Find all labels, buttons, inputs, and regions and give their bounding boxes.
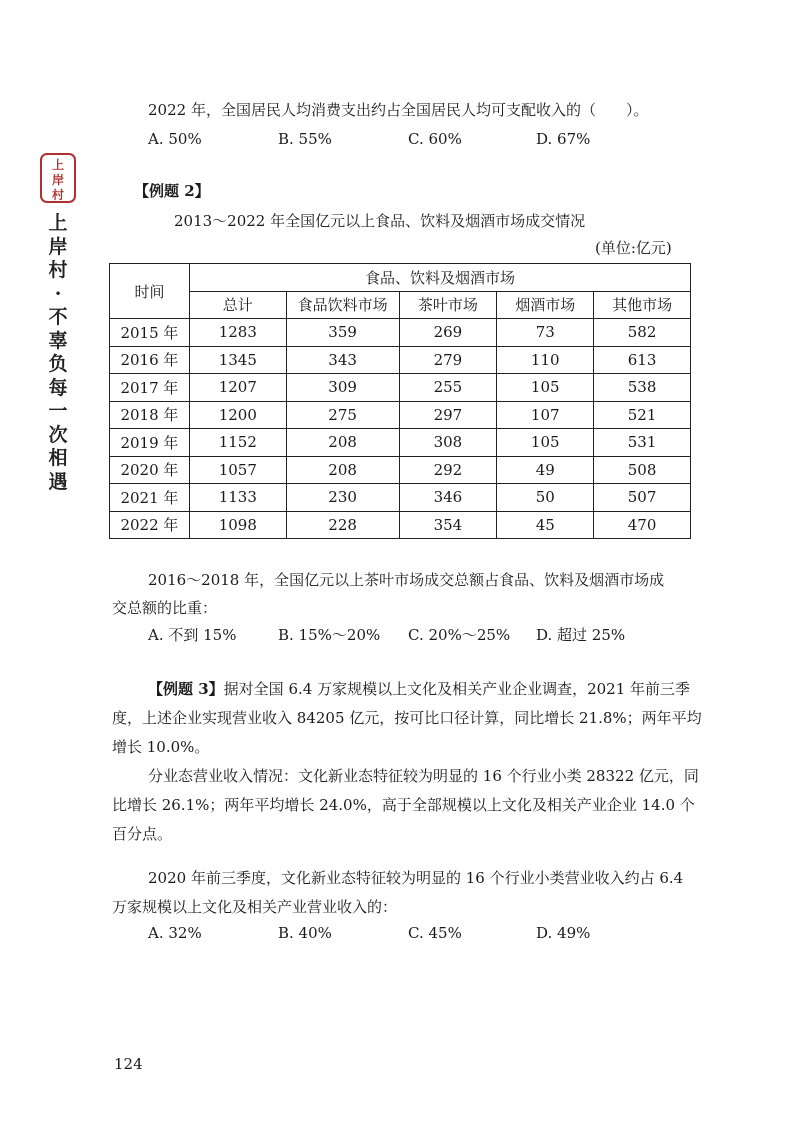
page-number: 124 [114, 1055, 143, 1073]
brand-seal-logo [40, 153, 76, 203]
option-c: C. 60% [408, 130, 462, 148]
table-row [110, 346, 691, 374]
table-cell: 105 [497, 429, 594, 457]
option-c: C. 20%～25% [408, 626, 511, 644]
header-group: 食品、饮料及烟酒市场 [189, 264, 690, 292]
table-cell: 255 [399, 374, 497, 402]
slogan-char: 遇 [48, 470, 68, 493]
slogan-char: 上 [48, 212, 68, 234]
market-table [109, 263, 691, 539]
slogan-char: 辜 [48, 329, 68, 352]
table-cell: 2017 年 [110, 374, 190, 402]
table-cell: 1207 [189, 374, 286, 402]
ex2-question-line1: 2016～2018 年，全国亿元以上茶叶市场成交总额占食品、饮料及烟酒市场成 [148, 571, 665, 589]
table-cell: 45 [497, 511, 594, 539]
table-cell: 1283 [189, 319, 286, 347]
header-time: 时间 [110, 264, 190, 319]
col-header: 食品饮料市场 [286, 291, 399, 319]
slogan-char: 相 [48, 447, 68, 469]
table-cell: 1133 [189, 484, 286, 512]
slogan-char: 岸 [48, 235, 68, 258]
table-title: 2013～2022 年全国亿元以上食品、饮料及烟酒市场成交情况 [174, 212, 586, 230]
table-row [110, 401, 691, 429]
example-2-label: 【例题 2】 [134, 182, 210, 200]
table-cell: 269 [399, 319, 497, 347]
col-header: 其他市场 [594, 291, 691, 319]
table-cell: 279 [399, 346, 497, 374]
table-cell: 105 [497, 374, 594, 402]
table-cell: 110 [497, 346, 594, 374]
table-cell: 309 [286, 374, 399, 402]
option-d: D. 超过 25% [536, 626, 626, 644]
table-cell: 49 [497, 456, 594, 484]
option-a: A. 50% [148, 130, 202, 148]
vertical-slogan [47, 212, 69, 494]
table-row [110, 484, 691, 512]
example-3-label: 【例题 3】 [148, 680, 224, 698]
table-cell: 1098 [189, 511, 286, 539]
col-header: 烟酒市场 [497, 291, 594, 319]
table-row [110, 319, 691, 347]
table-cell: 613 [594, 346, 691, 374]
option-b: B. 15%～20% [278, 626, 381, 644]
table-cell: 359 [286, 319, 399, 347]
option-a: A. 32% [148, 924, 202, 942]
option-d: D. 67% [536, 130, 591, 148]
table-row [110, 511, 691, 539]
ex2-options [148, 624, 708, 644]
table-cell: 521 [594, 401, 691, 429]
table-cell: 346 [399, 484, 497, 512]
table-cell: 2022 年 [110, 511, 190, 539]
ex3-paragraph-1-text: 据对全国 6.4 万家规模以上文化及相关产业企业调查，2021 年前三季度，上述企业实现营业收入 84205 亿元，按可比口径计算，同比增长 21.8%；两年平均增长 10.0%。 [112, 680, 702, 756]
table-row [110, 374, 691, 402]
table-cell: 1152 [189, 429, 286, 457]
q1-options [148, 130, 708, 150]
table-cell: 531 [594, 429, 691, 457]
table-cell: 2016 年 [110, 346, 190, 374]
table-cell: 343 [286, 346, 399, 374]
table-cell: 2019 年 [110, 429, 190, 457]
table-cell: 308 [399, 429, 497, 457]
table-cell: 2015 年 [110, 319, 190, 347]
option-d: D. 49% [536, 924, 591, 942]
seal-char: 上 [51, 158, 64, 172]
seal-char: 村 [51, 188, 64, 202]
table-unit: (单位:亿元) [595, 239, 672, 257]
table-cell: 275 [286, 401, 399, 429]
option-c: C. 45% [408, 924, 462, 942]
col-header: 茶叶市场 [399, 291, 497, 319]
table-cell: 230 [286, 484, 399, 512]
table-cell: 538 [594, 374, 691, 402]
table-cell: 292 [399, 456, 497, 484]
ex2-question-line2: 交总额的比重： [112, 599, 218, 617]
table-cell: 507 [594, 484, 691, 512]
table-cell: 1345 [189, 346, 286, 374]
table-cell: 50 [497, 484, 594, 512]
slogan-char: · [54, 282, 62, 305]
table-cell: 228 [286, 511, 399, 539]
slogan-char: 不 [48, 306, 68, 328]
table-cell: 2018 年 [110, 401, 190, 429]
table-cell: 2021 年 [110, 484, 190, 512]
table-cell: 208 [286, 456, 399, 484]
slogan-char: 次 [48, 423, 68, 446]
option-b: B. 55% [278, 130, 332, 148]
ex3-paragraph-1 [112, 675, 702, 762]
table-cell: 297 [399, 401, 497, 429]
table-cell: 107 [497, 401, 594, 429]
table-cell: 508 [594, 456, 691, 484]
ex3-paragraph-2: 分业态营业收入情况：文化新业态特征较为明显的 16 个行业小类 28322 亿元，同比增长 26.1%；两年平均增长 24.0%，高于全部规模以上文化及相关产业企业 14.0 个百分点。 [112, 767, 699, 843]
table-cell: 1200 [189, 401, 286, 429]
table-cell: 73 [497, 319, 594, 347]
q1-stem: 2022 年，全国居民人均消费支出约占全国居民人均可支配收入的（ ）。 [148, 101, 649, 119]
slogan-char: 村 [48, 259, 68, 281]
table-cell: 208 [286, 429, 399, 457]
table-row [110, 429, 691, 457]
seal-char: 岸 [51, 173, 64, 187]
option-b: B. 40% [278, 924, 332, 942]
table-cell: 2020 年 [110, 456, 190, 484]
ex3-options [148, 924, 708, 944]
table-cell: 582 [594, 319, 691, 347]
table-cell: 470 [594, 511, 691, 539]
slogan-char: 一 [48, 400, 68, 422]
ex3-question: 2020 年前三季度，文化新业态特征较为明显的 16 个行业小类营业收入约占 6.4 万家规模以上文化及相关产业营业收入的： [112, 869, 684, 916]
table-cell: 1057 [189, 456, 286, 484]
table-row [110, 456, 691, 484]
col-header: 总计 [189, 291, 286, 319]
table-cell: 354 [399, 511, 497, 539]
slogan-char: 负 [48, 353, 68, 375]
option-a: A. 不到 15% [148, 626, 237, 644]
slogan-char: 每 [48, 376, 68, 399]
